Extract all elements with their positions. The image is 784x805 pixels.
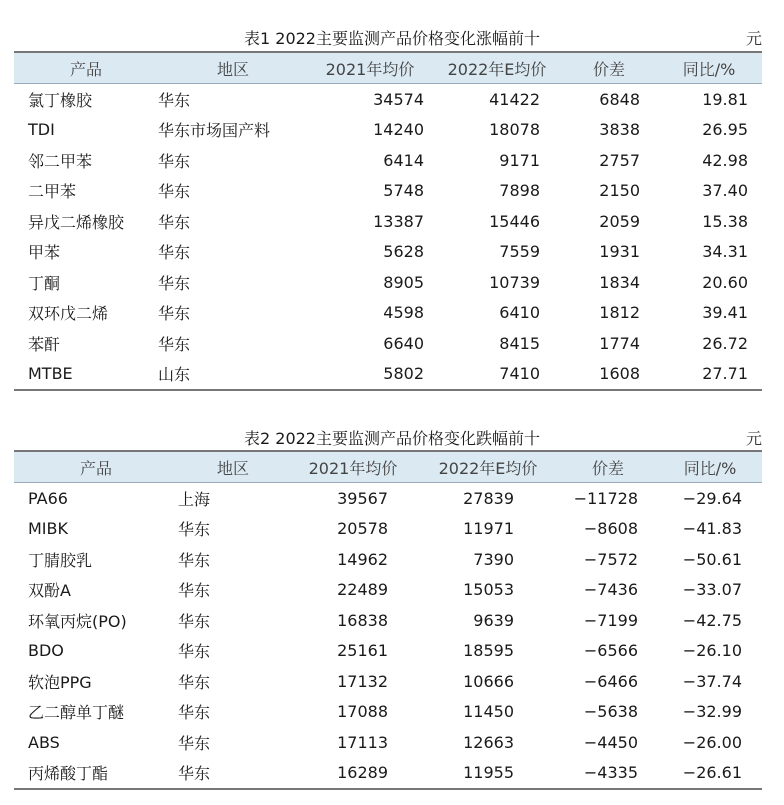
- cell-product: 双环戊二烯: [28, 304, 109, 324]
- cell-avg-2022e: 7390: [473, 549, 514, 569]
- cell-diff: −4335: [558, 758, 658, 790]
- cell-yoy-pct: 26.72: [702, 333, 748, 353]
- cell-product: PA66: [28, 488, 68, 508]
- cell-avg-2022e: 15053: [463, 580, 514, 600]
- table1-header-row: [14, 52, 762, 84]
- cell-yoy-pct: 37.40: [702, 181, 748, 201]
- cell-yoy-pct: 42.98: [702, 150, 748, 170]
- table-row: [14, 237, 762, 268]
- cell-region: 华东: [158, 90, 191, 110]
- cell-diff: 2757: [599, 150, 640, 170]
- cell-avg-2022e: 18078: [489, 120, 540, 140]
- cell-avg-2021: 6640: [383, 333, 424, 353]
- cell-region: 华东: [158, 304, 191, 324]
- cell-avg-2022e: 41422: [489, 89, 540, 109]
- cell-product: MIBK: [28, 519, 68, 539]
- table-row: [14, 514, 762, 545]
- cell-yoy-pct: −32.99: [682, 702, 742, 722]
- table1: [14, 51, 762, 391]
- cell-avg-2022e: 10666: [463, 671, 514, 691]
- cell-diff: −7199: [583, 610, 638, 630]
- table2: [14, 450, 762, 790]
- cell-diff: −6566: [583, 641, 638, 661]
- cell-avg-2021: 8905: [383, 272, 424, 292]
- cell-yoy-pct: −33.07: [682, 580, 742, 600]
- table-row: [14, 176, 762, 207]
- cell-diff: 1812: [599, 303, 640, 323]
- cell-avg-2022e: 15446: [489, 211, 540, 231]
- cell-yoy-pct: −26.10: [682, 641, 742, 661]
- cell-avg-2021: 34574: [373, 89, 424, 109]
- cell-region: 华东: [178, 758, 288, 790]
- cell-avg-2021: 5628: [383, 242, 424, 262]
- cell-region: 华东: [158, 182, 191, 202]
- table-row: [14, 544, 762, 575]
- cell-avg-2021: 5748: [383, 181, 424, 201]
- cell-diff: −7572: [583, 549, 638, 569]
- cell-avg-2022e: 7410: [432, 359, 562, 391]
- cell-region: 华东: [178, 581, 211, 601]
- cell-avg-2021: 17113: [337, 732, 388, 752]
- table1-header-diff: 价差: [562, 52, 656, 84]
- cell-avg-2021: 39567: [337, 488, 388, 508]
- cell-yoy-pct: −41.83: [682, 519, 742, 539]
- cell-yoy-pct: −26.61: [658, 758, 762, 790]
- cell-diff: 2059: [599, 211, 640, 231]
- table1-header-region: 地区: [158, 52, 308, 84]
- cell-yoy-pct: 20.60: [702, 272, 748, 292]
- cell-region: 华东: [158, 273, 191, 293]
- cell-avg-2022e: 27839: [463, 488, 514, 508]
- table-row: [14, 727, 762, 758]
- cell-diff: −6466: [583, 671, 638, 691]
- cell-region: 华东: [178, 611, 211, 631]
- table2-header-yoy-pct: 同比/%: [658, 451, 762, 483]
- cell-avg-2021: 22489: [337, 580, 388, 600]
- cell-avg-2022e: 11450: [463, 702, 514, 722]
- table1-header-yoy-pct: 同比/%: [656, 52, 762, 84]
- table-row: [14, 115, 762, 146]
- cell-avg-2021: 14240: [373, 120, 424, 140]
- table-row: [14, 575, 762, 606]
- table-row: [14, 84, 762, 115]
- cell-avg-2021: 5802: [308, 359, 432, 391]
- cell-avg-2021: 16838: [337, 610, 388, 630]
- cell-product: 乙二醇单丁醚: [28, 703, 125, 723]
- cell-region: 华东: [178, 733, 211, 753]
- cell-yoy-pct: 34.31: [702, 242, 748, 262]
- cell-yoy-pct: −29.64: [682, 488, 742, 508]
- table2-header-avg-2021: 2021年均价: [288, 451, 418, 483]
- cell-yoy-pct: −37.74: [682, 671, 742, 691]
- table-row: [14, 267, 762, 298]
- cell-yoy-pct: 19.81: [702, 89, 748, 109]
- cell-diff: −8608: [583, 519, 638, 539]
- cell-product: BDO: [28, 641, 64, 661]
- table2-header-region: 地区: [178, 451, 288, 483]
- cell-region: 华东: [158, 334, 191, 354]
- cell-avg-2021: 16289: [288, 758, 418, 790]
- cell-avg-2022e: 9639: [473, 610, 514, 630]
- cell-region: 华东: [158, 212, 191, 232]
- table1-unit: 元: [745, 29, 762, 48]
- cell-diff: 1834: [599, 272, 640, 292]
- cell-avg-2021: 4598: [383, 303, 424, 323]
- cell-product: 氯丁橡胶: [28, 90, 93, 110]
- cell-avg-2021: 14962: [337, 549, 388, 569]
- table-row: [14, 758, 762, 790]
- table-row: [14, 328, 762, 359]
- cell-yoy-pct: −50.61: [682, 549, 742, 569]
- cell-region: 山东: [158, 359, 308, 391]
- cell-product: 丁酮: [28, 273, 61, 293]
- cell-product: ABS: [28, 732, 60, 752]
- cell-product: MTBE: [14, 359, 158, 391]
- cell-product: 二甲苯: [28, 182, 77, 202]
- table1-header-avg-2021: 2021年均价: [308, 52, 432, 84]
- table2-body: [14, 483, 762, 790]
- cell-diff: 1774: [599, 333, 640, 353]
- cell-region: 上海: [178, 489, 211, 509]
- cell-avg-2021: 17132: [337, 671, 388, 691]
- cell-avg-2022e: 18595: [463, 641, 514, 661]
- cell-product: 邻二甲苯: [28, 151, 93, 171]
- cell-avg-2022e: 10739: [489, 272, 540, 292]
- cell-avg-2022e: 12663: [463, 732, 514, 752]
- cell-product: 软泡PPG: [28, 672, 92, 692]
- table1-body: [14, 84, 762, 391]
- table-row: [14, 483, 762, 514]
- cell-avg-2021: 17088: [337, 702, 388, 722]
- cell-product: 双酚A: [28, 581, 71, 601]
- cell-diff: 2150: [599, 181, 640, 201]
- table-row: [14, 145, 762, 176]
- cell-diff: −4450: [583, 732, 638, 752]
- cell-diff: −11728: [573, 488, 638, 508]
- cell-avg-2022e: 7559: [499, 242, 540, 262]
- cell-product: 丙烯酸丁酯: [14, 758, 178, 790]
- cell-yoy-pct: −26.00: [682, 732, 742, 752]
- cell-product: 环氧丙烷(PO): [28, 611, 127, 631]
- table2-header-avg-2022e: 2022年E均价: [418, 451, 558, 483]
- cell-region: 华东市场国产料: [158, 121, 271, 141]
- cell-avg-2021: 13387: [373, 211, 424, 231]
- cell-avg-2021: 20578: [337, 519, 388, 539]
- cell-region: 华东: [178, 703, 211, 723]
- cell-region: 华东: [178, 672, 211, 692]
- cell-diff: 3838: [599, 120, 640, 140]
- table-row: [14, 697, 762, 728]
- table1-title: 表1 2022主要监测产品价格变化涨幅前十: [244, 29, 540, 48]
- table2-header-product: 产品: [14, 451, 178, 483]
- cell-product: TDI: [28, 120, 55, 140]
- cell-region: 华东: [178, 520, 211, 540]
- cell-diff: 1931: [599, 242, 640, 262]
- cell-diff: 1608: [562, 359, 656, 391]
- table2-header-diff: 价差: [558, 451, 658, 483]
- cell-diff: 6848: [599, 89, 640, 109]
- cell-avg-2022e: 11955: [418, 758, 558, 790]
- table-row: [14, 666, 762, 697]
- table-row: [14, 206, 762, 237]
- cell-region: 华东: [158, 243, 191, 263]
- table2-unit: 元: [745, 429, 762, 448]
- cell-yoy-pct: 15.38: [702, 211, 748, 231]
- cell-yoy-pct: 26.95: [702, 120, 748, 140]
- cell-product: 异戊二烯橡胶: [28, 212, 125, 232]
- cell-avg-2022e: 9171: [499, 150, 540, 170]
- cell-yoy-pct: 27.71: [656, 359, 762, 391]
- cell-region: 华东: [178, 550, 211, 570]
- table1-header-product: 产品: [14, 52, 158, 84]
- cell-product: 苯酐: [28, 334, 61, 354]
- table2-title: 表2 2022主要监测产品价格变化跌幅前十: [244, 429, 540, 448]
- cell-avg-2021: 6414: [383, 150, 424, 170]
- cell-yoy-pct: 39.41: [702, 303, 748, 323]
- cell-product: 甲苯: [28, 243, 61, 263]
- cell-region: 华东: [178, 642, 211, 662]
- table-row: [14, 605, 762, 636]
- table-row: [14, 359, 762, 391]
- table1-header-avg-2022e: 2022年E均价: [432, 52, 562, 84]
- cell-diff: −5638: [583, 702, 638, 722]
- cell-avg-2022e: 8415: [499, 333, 540, 353]
- cell-product: 丁腈胶乳: [28, 550, 93, 570]
- table2-header-row: [14, 451, 762, 483]
- cell-diff: −7436: [583, 580, 638, 600]
- cell-avg-2022e: 7898: [499, 181, 540, 201]
- cell-avg-2021: 25161: [337, 641, 388, 661]
- table2-caption: [0, 424, 784, 448]
- cell-yoy-pct: −42.75: [682, 610, 742, 630]
- cell-avg-2022e: 11971: [463, 519, 514, 539]
- table-row: [14, 636, 762, 667]
- cell-avg-2022e: 6410: [499, 303, 540, 323]
- table-row: [14, 298, 762, 329]
- cell-region: 华东: [158, 151, 191, 171]
- table1-caption: [0, 24, 784, 48]
